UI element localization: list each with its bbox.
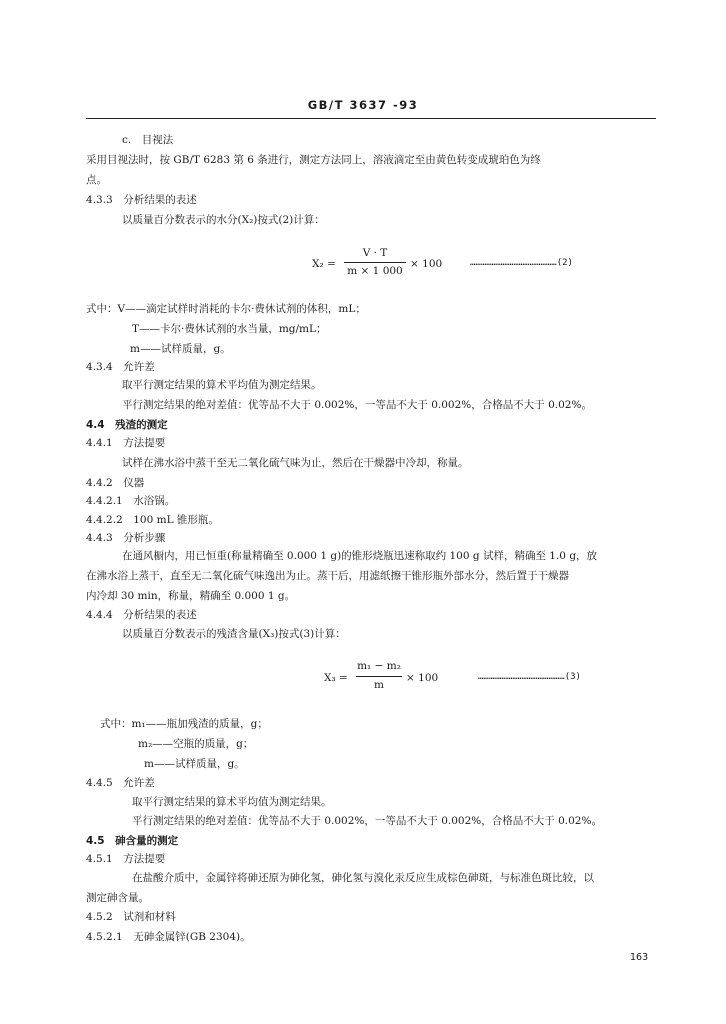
paragraph-line: 在盐酸介质中，金属锌将砷还原为砷化氢，砷化氢与溴化汞反应生成棕色砷斑，与标准色斑比较，以	[132, 872, 594, 884]
paragraph-line: 在沸水浴上蒸干，直至无二氧化硫气味逸出为止。蒸干后，用滤纸擦干锥形瓶外部水分，然后置于干燥器	[86, 570, 569, 582]
paragraph-line: 取平行测定结果的算术平均值为测定结果。	[132, 796, 332, 808]
where-line: 式中：m₁——瓶加残渣的质量，g；	[100, 718, 268, 730]
section-heading-4-4-2: 4.4.2 仪器	[86, 477, 145, 489]
section-heading-4-5-1: 4.5.1 方法提要	[86, 853, 166, 865]
equation-lhs: X₃ =	[324, 672, 348, 684]
where-line: T——卡尔·费休试剂的水当量，mg/mL；	[132, 323, 327, 335]
equation-numerator: V · T	[362, 247, 388, 259]
equation-lhs: X₂ =	[312, 258, 336, 270]
header-rule	[86, 118, 656, 119]
page-number: 163	[630, 952, 649, 963]
paragraph-line: 点。	[86, 174, 107, 186]
item-c-visual-method: c. 目视法	[122, 134, 174, 146]
section-heading-4-5: 4.5 砷含量的测定	[86, 835, 179, 847]
paragraph-line: 平行测定结果的绝对差值：优等品不大于 0.002%，一等品不大于 0.002%，合格品不大于 0.02%。	[122, 399, 592, 411]
section-heading-4-4: 4.4 残渣的测定	[86, 419, 168, 431]
section-heading-4-4-5: 4.4.5 允许差	[86, 777, 155, 789]
section-heading-4-4-1: 4.4.1 方法提要	[86, 437, 166, 449]
paragraph-line: 取平行测定结果的算术平均值为测定结果。	[122, 379, 322, 391]
fraction-bar	[344, 262, 406, 263]
equation-rhs: × 100	[406, 672, 439, 684]
equation-rhs: × 100	[410, 258, 443, 270]
section-heading-4-3-3: 4.3.3 分析结果的表述	[86, 194, 197, 206]
list-item: 4.5.2.1 无砷金属锌(GB 2304)。	[86, 931, 251, 943]
paragraph-line: 以质量百分数表示的残渣含量(X₃)按式(3)计算：	[122, 628, 346, 640]
paragraph-line: 平行测定结果的绝对差值：优等品不大于 0.002%，一等品不大于 0.002%，合格品不大于 0.02%。	[132, 815, 602, 827]
where-line: m——试样质量，g。	[144, 758, 245, 770]
equation-numerator: m₁ − m₂	[357, 660, 401, 672]
list-item: 4.4.2.1 水浴锅。	[86, 495, 176, 507]
section-heading-4-3-4: 4.3.4 允许差	[86, 361, 155, 373]
section-heading-4-4-3: 4.4.3 分析步骤	[86, 532, 166, 544]
paragraph-line: 内冷却 30 min，称量，精确至 0.000 1 g。	[86, 590, 296, 602]
paragraph-line: 测定砷含量。	[86, 892, 149, 904]
paragraph-line: 在通风橱内，用已恒重(称量精确至 0.000 1 g)的锥形烧瓶迅速称取约 100 g 试样，精确至 1.0 g，放	[122, 550, 598, 562]
section-heading-4-5-2: 4.5.2 试剂和材料	[86, 911, 176, 923]
fraction-bar	[356, 676, 402, 677]
equation-number: …………………………………………(3)	[478, 672, 581, 682]
equation-number: …………………………………………(2)	[470, 258, 573, 268]
equation-denominator: m	[374, 679, 384, 691]
paragraph-line: 采用目视法时，按 GB/T 6283 第 6 条进行，测定方法同上，溶液滴定至由黄色转变成琥珀色为终	[86, 154, 541, 166]
equation-denominator: m × 1 000	[347, 265, 403, 277]
where-line: m——试样质量，g。	[130, 343, 231, 355]
running-header: GB/T 3637 -93	[307, 98, 419, 112]
paragraph-line: 试样在沸水浴中蒸干至无二氧化硫气味为止，然后在干燥器中冷却，称量。	[122, 457, 469, 469]
paragraph-line: 以质量百分数表示的水分(X₂)按式(2)计算：	[122, 214, 325, 226]
where-line: 式中：V——滴定试样时消耗的卡尔·费休试剂的体积，mL；	[86, 303, 366, 315]
section-heading-4-4-4: 4.4.4 分析结果的表述	[86, 609, 197, 621]
list-item: 4.4.2.2 100 mL 锥形瓶。	[86, 514, 219, 526]
where-line: m₂——空瓶的质量，g；	[138, 738, 254, 750]
